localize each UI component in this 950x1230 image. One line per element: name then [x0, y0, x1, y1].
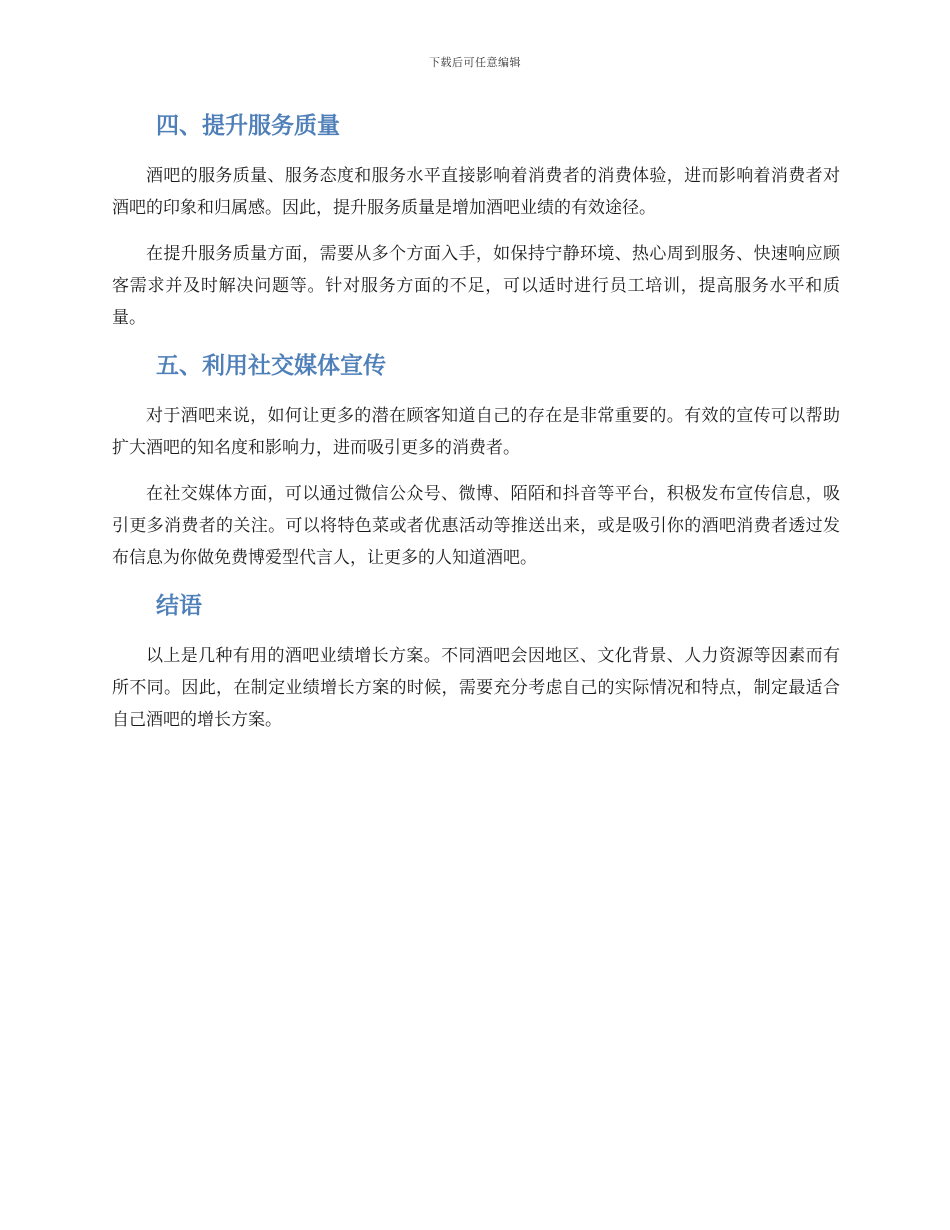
- paragraph: 以上是几种有用的酒吧业绩增长方案。不同酒吧会因地区、文化背景、人力资源等因素而有所不同。因此，在制定业绩增长方案的时候，需要充分考虑自己的实际情况和特点，制定最适合自己酒吧的增长方案。: [112, 646, 840, 730]
- section-improve-service: [112, 106, 840, 334]
- section-heading: 结语: [156, 593, 202, 619]
- page-header: 下载后可任意编辑: [429, 56, 521, 69]
- section-social-media: [112, 346, 840, 574]
- paragraph: 对于酒吧来说，如何让更多的潜在顾客知道自己的存在是非常重要的。有效的宣传可以帮助扩大酒吧的知名度和影响力，进而吸引更多的消费者。: [112, 406, 840, 458]
- paragraph: 在社交媒体方面，可以通过微信公众号、微博、陌陌和抖音等平台，积极发布宣传信息，吸引更多消费者的关注。可以将特色菜或者优惠活动等推送出来，或是吸引你的酒吧消费者透过发布信息为你做免费博爱型代言人，让更多的人知道酒吧。: [112, 484, 840, 568]
- paragraph: 酒吧的服务质量、服务态度和服务水平直接影响着消费者的消费体验，进而影响着消费者对酒吧的印象和归属感。因此，提升服务质量是增加酒吧业绩的有效途径。: [112, 166, 840, 218]
- paragraph: 在提升服务质量方面，需要从多个方面入手，如保持宁静环境、热心周到服务、快速响应顾客需求并及时解决问题等。针对服务方面的不足，可以适时进行员工培训，提高服务水平和质量。: [112, 244, 840, 328]
- section-heading: 四、提升服务质量: [156, 113, 340, 139]
- section-conclusion: [112, 586, 840, 736]
- document-body: [112, 106, 840, 736]
- section-heading: 五、利用社交媒体宣传: [156, 353, 386, 379]
